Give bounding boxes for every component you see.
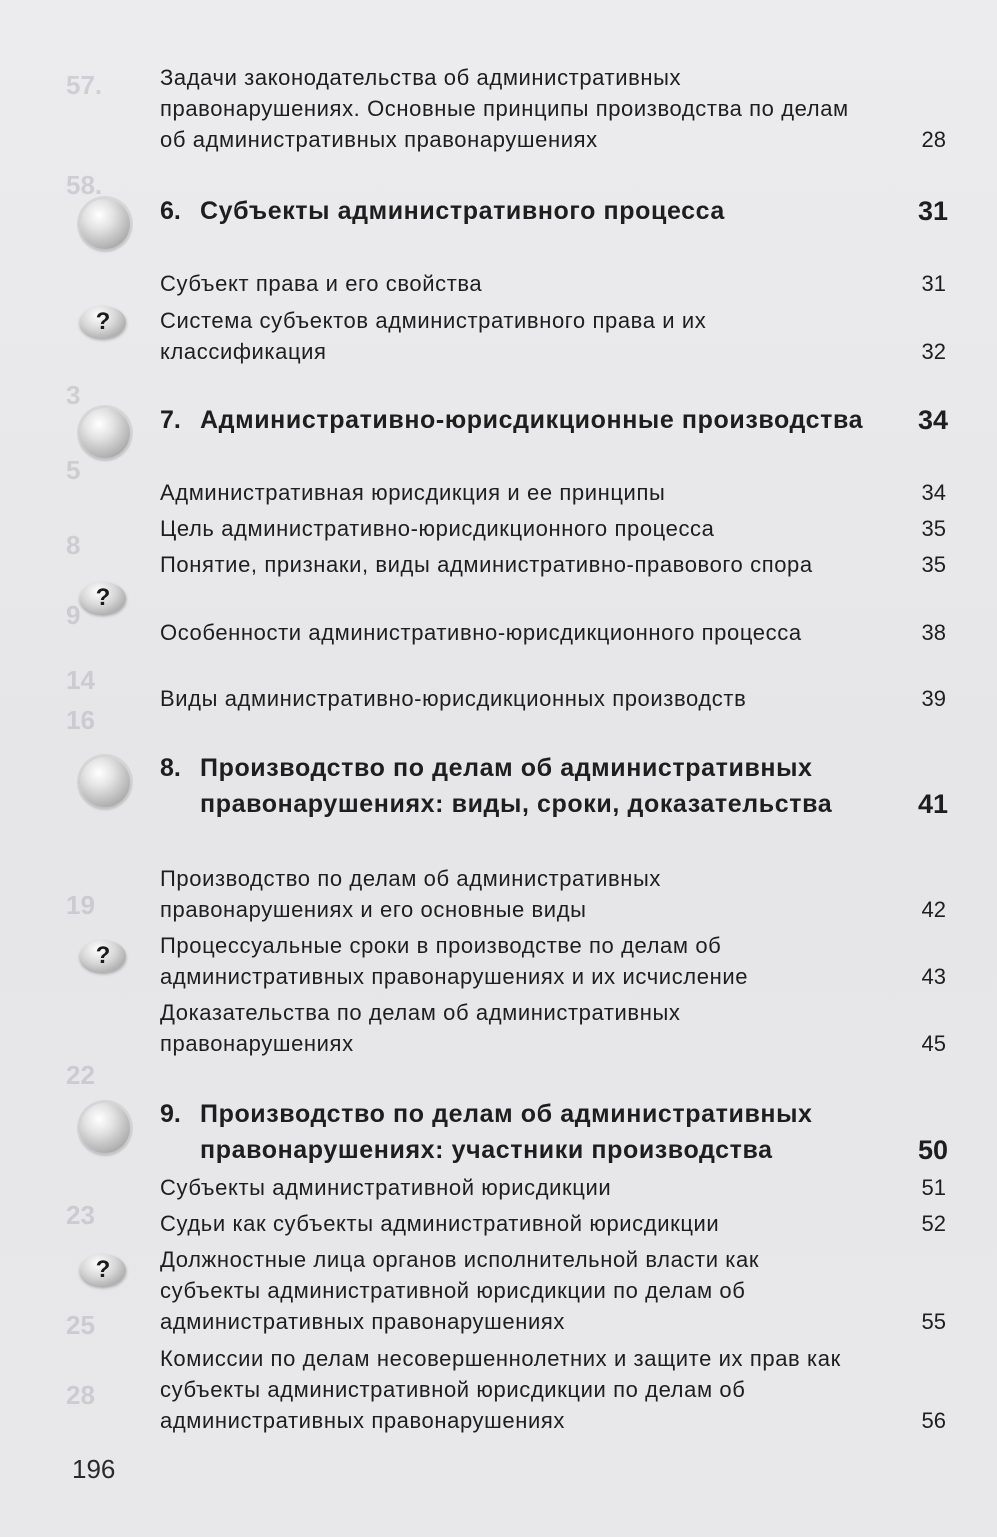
chapter-heading[interactable]: [160, 193, 950, 229]
chapter-page: 50: [917, 1135, 948, 1165]
toc-entry-page: 43: [921, 964, 946, 989]
toc-entry-title: Судьи как субъекты административной юрисдикции: [160, 1211, 720, 1236]
toc-entry-page: 42: [921, 897, 946, 922]
toc-entry-title: Виды административно-юрисдикционных производств: [160, 686, 747, 711]
toc-entry[interactable]: [160, 268, 950, 299]
toc-entry-title: Субъект права и его свойства: [160, 271, 483, 296]
chapter-heading[interactable]: [160, 750, 950, 822]
toc-entry-page: 35: [921, 516, 946, 541]
chapter-page: 34: [917, 405, 948, 435]
chapter-title: Производство по делам об административных правонарушениях: участники производства: [200, 1100, 813, 1164]
question-mark-icon: ?: [80, 1254, 126, 1286]
toc-entry-page: 32: [921, 339, 946, 364]
toc-entry-title: Понятие, признаки, виды административно-правового спора: [160, 552, 813, 577]
toc-entry-title: Процессуальные сроки в производстве по делам об административных правонарушениях и их исчисление: [160, 933, 749, 989]
chapter-title: Административно-юрисдикционные производства: [200, 406, 864, 434]
toc-entry[interactable]: [160, 1244, 950, 1337]
toc-entry-title: Комиссии по делам несовершеннолетних и защите их прав как субъекты административной юрисдикции по делам об административных правонарушениях: [160, 1346, 841, 1433]
chapter-number: 6.: [160, 197, 181, 225]
toc-entry[interactable]: [160, 305, 950, 367]
toc-entry-page: 39: [921, 686, 946, 711]
chapter-heading[interactable]: [160, 402, 950, 438]
toc-entry-title: Особенности административно-юрисдикционного процесса: [160, 620, 802, 645]
chapter-bullet-orb-icon: [80, 757, 130, 807]
toc-entry-page: 31: [921, 271, 946, 296]
toc-entry[interactable]: [160, 1208, 950, 1239]
toc-entry-page: 52: [921, 1211, 946, 1236]
bleed-through-texture: 57. 58. 3 5 8 9 14 16 19 22 23 25 28: [66, 70, 103, 1410]
chapter-title: Производство по делам об административных правонарушениях: виды, сроки, доказательства: [200, 754, 833, 818]
toc-entry[interactable]: [160, 477, 950, 508]
toc-entry[interactable]: [160, 683, 950, 714]
toc-entry-page: 35: [921, 552, 946, 577]
chapter-number: 9.: [160, 1100, 181, 1128]
toc-entry[interactable]: [160, 549, 950, 580]
toc-entry-title: Административная юрисдикция и ее принципы: [160, 480, 666, 505]
toc-entry-page: 55: [921, 1309, 946, 1334]
chapter-heading[interactable]: [160, 1096, 950, 1168]
toc-entry[interactable]: [160, 930, 950, 992]
toc-entry-page: 56: [921, 1408, 946, 1433]
toc-entry[interactable]: [160, 1343, 950, 1436]
chapter-bullet-orb-icon: [80, 1103, 130, 1153]
chapter-page: 41: [917, 789, 948, 819]
toc-entry[interactable]: [160, 997, 950, 1059]
toc-entry-page: 28: [921, 127, 946, 152]
toc-entry-page: 51: [921, 1175, 946, 1200]
question-mark-icon: ?: [80, 940, 126, 972]
toc-entry[interactable]: [160, 1172, 950, 1203]
toc-entry-page: 45: [921, 1031, 946, 1056]
toc-entry-title: Цель административно-юрисдикционного процесса: [160, 516, 715, 541]
toc-entry-page: 38: [921, 620, 946, 645]
toc-entry-title: Субъекты административной юрисдикции: [160, 1175, 612, 1200]
toc-entry[interactable]: [160, 513, 950, 544]
toc-entry-title: Система субъектов административного права и их классификация: [160, 308, 707, 364]
toc-entry-title: Доказательства по делам об административных правонарушениях: [160, 1000, 681, 1056]
question-mark-icon: ?: [80, 582, 126, 614]
toc-entry-title: Производство по делам об административных правонарушениях и его основные виды: [160, 866, 662, 922]
chapter-page: 31: [917, 196, 948, 226]
toc-entry[interactable]: [160, 863, 950, 925]
chapter-title: Субъекты административного процесса: [200, 197, 725, 225]
page-number: 196: [72, 1454, 116, 1484]
question-mark-icon: ?: [80, 306, 126, 338]
toc-entry-page: 34: [921, 480, 946, 505]
chapter-bullet-orb-icon: [80, 199, 130, 249]
chapter-number: 8.: [160, 754, 181, 782]
toc-entry[interactable]: [160, 62, 950, 155]
toc-entry-title: Должностные лица органов исполнительной власти как субъекты административной юрисдикции по делам об административных правонарушениях: [160, 1247, 760, 1334]
toc-entry[interactable]: [160, 617, 950, 648]
chapter-bullet-orb-icon: [80, 408, 130, 458]
chapter-number: 7.: [160, 406, 181, 434]
toc-entry-title: Задачи законодательства об административных правонарушениях. Основные принципы производства по делам об административных правонарушениях: [160, 65, 849, 152]
